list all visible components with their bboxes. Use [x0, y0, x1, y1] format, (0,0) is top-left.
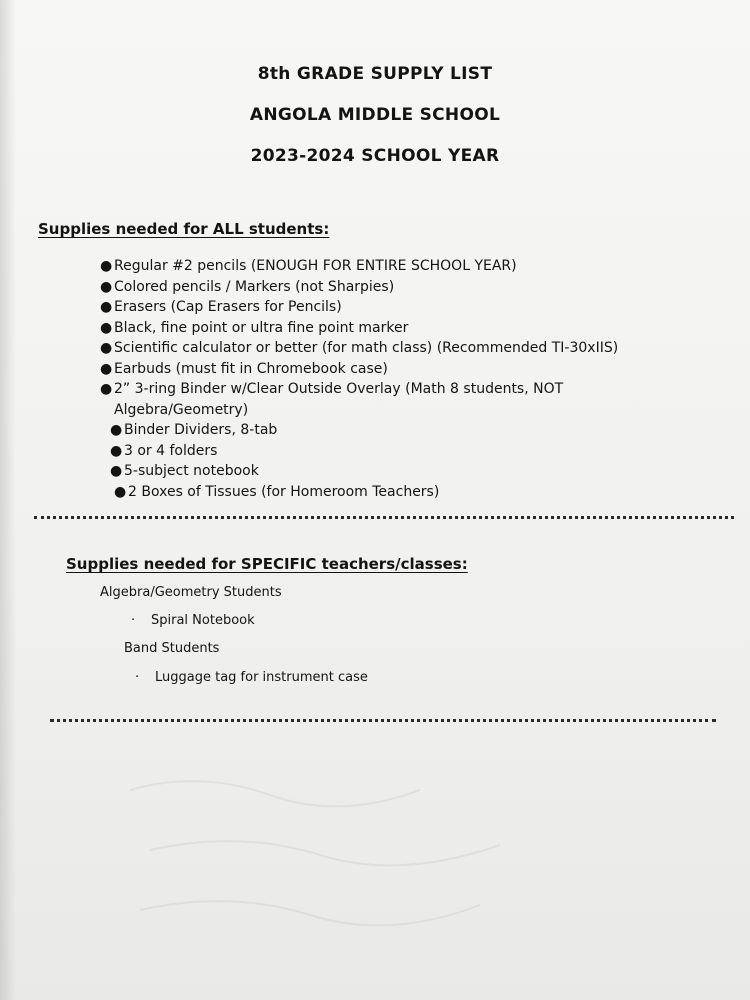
list-item: [114, 482, 618, 503]
list-item: [100, 359, 618, 380]
list-item-text: 2 Boxes of Tissues (for Homeroom Teachers): [128, 483, 440, 500]
list-item: [100, 297, 618, 318]
bullet-icon: ●: [100, 319, 113, 336]
bullet-icon: ●: [114, 483, 127, 500]
plus-sign-divider: [34, 516, 734, 519]
all-students-heading: Supplies needed for ALL students:: [38, 220, 330, 238]
group-item-luggage-tag: [135, 670, 368, 685]
all-students-list: [100, 256, 618, 502]
group-name-band: Band Students: [124, 641, 220, 656]
list-item: [100, 256, 618, 277]
title-line-1: 8th GRADE SUPPLY LIST: [257, 64, 493, 84]
list-item: [100, 318, 618, 339]
list-item: [110, 461, 618, 482]
list-item-text: Earbuds (must fit in Chromebook case): [114, 360, 388, 377]
bullet-icon: ●: [110, 442, 123, 459]
list-item-text-continued: Algebra/Geometry): [114, 401, 249, 418]
list-item-text: Colored pencils / Markers (not Sharpies): [114, 278, 395, 295]
list-item: [110, 420, 618, 441]
middle-dot-icon: ·: [135, 670, 140, 685]
title-line-2: ANGOLA MIDDLE SCHOOL: [249, 105, 501, 125]
bullet-icon: ●: [100, 258, 113, 274]
specific-classes-heading: Supplies needed for SPECIFIC teachers/classes:: [66, 555, 468, 573]
list-item-text: 2” 3-ring Binder w/Clear Outside Overlay (Math 8 students, NOT: [114, 381, 564, 397]
group-name-algebra-geometry: Algebra/Geometry Students: [100, 585, 282, 600]
bullet-icon: ●: [100, 278, 113, 295]
group-item-text: Spiral Notebook: [151, 613, 255, 628]
plus-sign-divider: [50, 719, 716, 722]
show-through-texture: [120, 760, 620, 960]
bullet-icon: ●: [110, 463, 123, 479]
list-item-text: Black, fine point or ultra fine point marker: [114, 319, 409, 336]
middle-dot-icon: ·: [131, 613, 136, 628]
bullet-icon: ●: [110, 422, 123, 438]
list-item-text: Scientific calculator or better (for math class) (Recommended TI-30xIIS): [114, 340, 619, 356]
group-item-spiral-notebook: [131, 613, 255, 628]
title-line-3: 2023-2024 SCHOOL YEAR: [250, 146, 500, 166]
list-item-text: 3 or 4 folders: [124, 442, 218, 459]
list-item: [100, 277, 618, 298]
list-item-text: Binder Dividers, 8-tab: [124, 422, 278, 438]
bullet-icon: ●: [100, 381, 113, 397]
bullet-icon: ●: [100, 340, 113, 356]
list-item: [100, 379, 618, 420]
bullet-icon: ●: [100, 360, 113, 377]
list-item-text: Regular #2 pencils (ENOUGH FOR ENTIRE SCHOOL YEAR): [114, 258, 517, 274]
group-item-text: Luggage tag for instrument case: [155, 670, 368, 685]
bullet-icon: ●: [100, 299, 113, 315]
list-item-text: Erasers (Cap Erasers for Pencils): [114, 299, 342, 315]
list-item: [110, 441, 618, 462]
list-item-text: 5-subject notebook: [124, 463, 259, 479]
list-item: [100, 338, 618, 359]
